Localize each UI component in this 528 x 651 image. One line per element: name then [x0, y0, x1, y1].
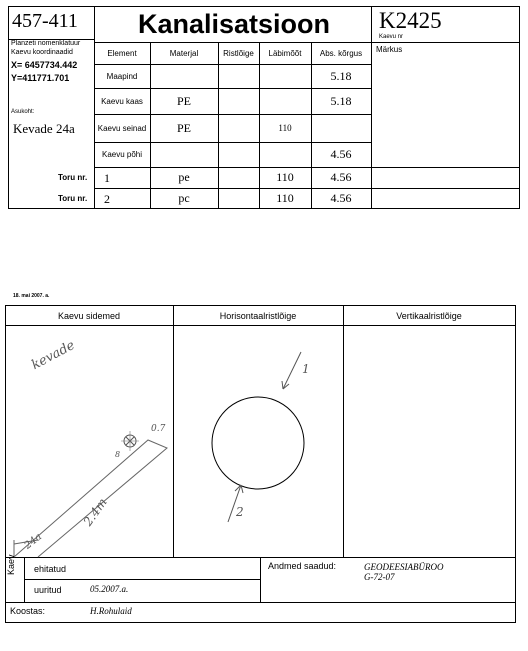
row-element-lid: Kaevu kaas: [101, 96, 143, 106]
date-label: 18. mai 2007. a.: [13, 293, 50, 299]
footer-data-from-code: G-72-07: [364, 572, 395, 582]
y-coordinate: Y=411771.701: [11, 73, 70, 83]
row-material-lid: PE: [176, 93, 191, 108]
footer-measured-label: uuritud: [34, 585, 62, 595]
pipe-label-1: Toru nr.: [58, 173, 88, 182]
pipe-diameter-2: 110: [276, 190, 294, 205]
footer-well-label: Kaev: [6, 554, 16, 575]
row-material-walls: PE: [176, 120, 191, 135]
pipe-diameter-1: 110: [276, 170, 294, 184]
well-number: K2425: [379, 8, 442, 33]
col-header-material: Materjal: [169, 48, 199, 58]
well-number-label: Kaevu nr: [379, 34, 404, 40]
footer-compiled-label: Koostas:: [10, 606, 46, 616]
section-header-horizontal: Horisontaalristlõige: [219, 310, 297, 321]
row-element-walls: Kaevu seinad: [97, 123, 147, 133]
x-coordinate: X= 6457734.442: [11, 60, 78, 70]
sketch-street-label: kevade: [29, 337, 78, 374]
address-label: Asukoht:: [11, 109, 35, 115]
row-diameter-walls: 110: [278, 123, 292, 133]
coords-label: Kaevu koordinaadid: [11, 49, 73, 56]
pipe-2-label: 2: [236, 505, 244, 519]
address-value: Kevade 24a: [13, 121, 75, 136]
sketch-measure-label: 2.4m: [80, 495, 110, 529]
row-element-ground: Maapind: [106, 71, 138, 81]
col-header-cross-section: Ristlõige: [223, 48, 254, 58]
sketch-distance-label: 0.7: [151, 424, 166, 434]
row-element-bottom: Kaevu põhi: [101, 150, 143, 159]
pipe-label-2: Toru nr.: [58, 194, 88, 203]
section-header-links: Kaevu sidemed: [57, 310, 121, 321]
col-header-notes: Märkus: [376, 45, 403, 54]
footer-compiled-value: H.Rohulaid: [90, 606, 132, 616]
footer-measured-value: 05.2007.a.: [90, 584, 129, 594]
row-abs-lid: 5.18: [330, 93, 352, 108]
col-header-element: Element: [107, 48, 137, 58]
row-abs-ground: 5.18: [330, 68, 352, 83]
section-header-vertical: Vertikaalristlõige: [396, 310, 462, 321]
pipe-material-2: pc: [178, 190, 190, 205]
pipe-1-label: 1: [302, 362, 310, 376]
pipe-material-1: pe: [178, 170, 190, 184]
nomenclature-label: Planzeti nomenklatuur: [11, 40, 81, 47]
pipe-abs-1: 4.56: [330, 170, 352, 184]
sketch-building-label: 24a: [22, 531, 45, 552]
footer-data-from-label: Andmed saadud:: [268, 561, 337, 571]
footer-built-label: ehitatud: [34, 564, 67, 574]
col-header-abs-height: Abs. kõrgus: [319, 48, 363, 58]
nomenclature-code: 457-411: [12, 10, 78, 32]
pipe-abs-2: 4.56: [330, 190, 352, 205]
page-title: Kanalisatsioon: [137, 9, 331, 39]
pipe-no-2: 2: [104, 192, 110, 206]
pipe-no-1: 1: [104, 171, 110, 185]
col-header-diameter: Läbimõõt: [268, 48, 302, 58]
sketch-side-label: 8: [115, 450, 121, 459]
row-abs-bottom: 4.56: [330, 147, 352, 161]
footer-data-from-org: GEODEESIABÜROO: [364, 562, 444, 572]
